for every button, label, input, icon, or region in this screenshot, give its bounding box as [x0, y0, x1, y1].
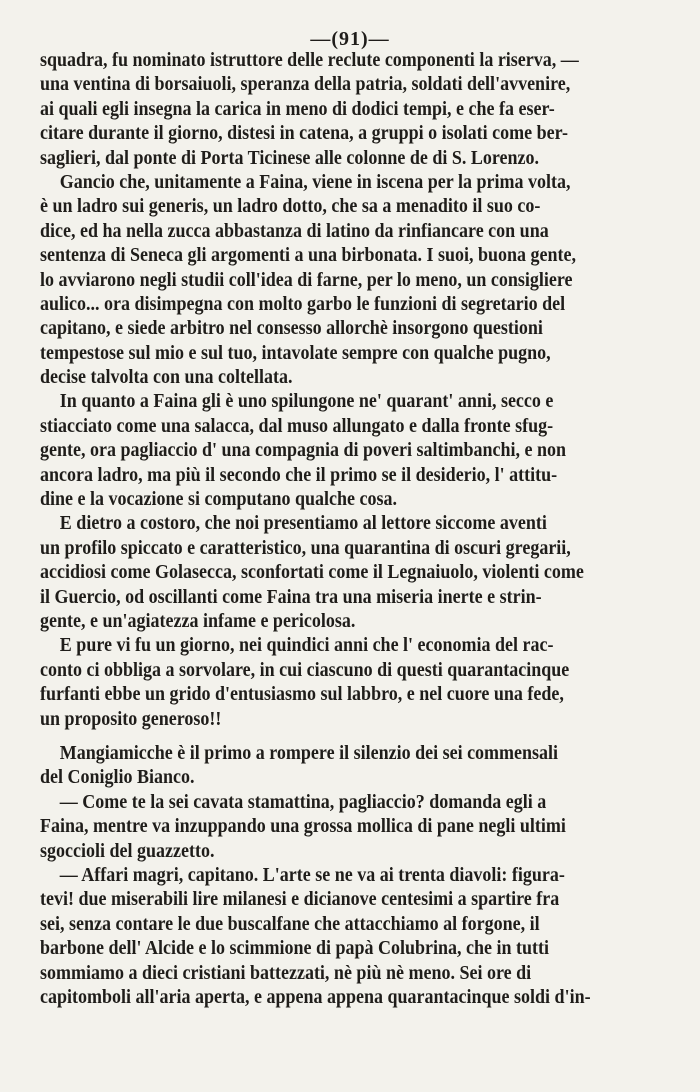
text-line: citare durante il giorno, distesi in catena, a gruppi o isolati come ber- [40, 122, 568, 145]
text-line: Gancio che, unitamente a Faina, viene in iscena per la prima volta, [59, 170, 571, 193]
text-line: squadra, fu nominato istruttore delle reclute componenti la riserva, — [40, 49, 579, 71]
text-block-1 [40, 48, 658, 731]
text-line: sei, senza contare le due buscalfane che attacchiamo al forgone, il [40, 912, 540, 935]
text-line: sommiamo a dieci cristiani battezzati, nè più nè meno. Sei ore di [40, 961, 532, 984]
text-line: Mangiamicche è il primo a rompere il silenzio dei sei commensali [59, 742, 559, 764]
text-line: una ventina di borsaiuoli, speranza della patria, soldati dell'avvenire, [40, 73, 571, 96]
text-line: gente, e un'agiatezza infame e pericolosa. [40, 609, 356, 632]
text-line: Faina, mentre va inzuppando una grossa mollica di pane negli ultimi [40, 815, 566, 838]
text-block-2 [40, 741, 658, 1009]
text-line: capitano, e siede arbitro nel consesso allorchè insorgono questioni [40, 317, 543, 340]
text-line: gente, ora pagliaccio d' una compagnia di poveri saltimbanchi, e non [40, 439, 567, 462]
text-line: E dietro a costoro, che noi presentiamo al lettore siccome aventi [59, 512, 547, 535]
text-line: un profilo spiccato e caratteristico, una quarantina di oscuri gregarii, [40, 536, 571, 559]
text-line: tevi! due miserabili lire milanesi e dicianove centesimi a spartire fra [40, 888, 560, 911]
text-line: aulico... ora disimpegna con molto garbo le funzioni di segretario del [40, 292, 566, 315]
text-line: conto ci obbliga a sorvolare, in cui ciascuno di questi quarantacinque [40, 658, 570, 681]
text-line: ai quali egli insegna la carica in meno di dodici tempi, e che fa eser- [40, 97, 555, 120]
text-line: ancora ladro, ma più il secondo che il primo se il desiderio, l' attitu- [40, 463, 558, 486]
text-line: saglieri, dal ponte di Porta Ticinese alle colonne de di S. Lorenzo. [40, 146, 540, 169]
text-line: In quanto a Faina gli è uno spilungone ne' quarant' anni, secco e [59, 390, 554, 413]
text-line: il Guercio, od oscillanti come Faina tra una miseria inerte e strin- [40, 585, 542, 608]
text-line: sgoccioli del guazzetto. [40, 839, 215, 862]
text-line: barbone dell' Alcide e lo scimmione di papà Colubrina, che in tutti [40, 937, 550, 960]
text-line: — Come te la sei cavata stamattina, pagliaccio? domanda egli a [59, 790, 547, 813]
text-line: furfanti ebbe un grido d'entusiasmo sul labbro, e nel cuore una fede, [40, 683, 564, 706]
page-number: —(91)— [310, 28, 390, 50]
text-line: è un ladro sui generis, un ladro dotto, che sa a menadito il suo co- [40, 195, 541, 218]
text-line: sentenza di Seneca gli argomenti a una birbonata. I suoi, buona gente, [40, 244, 577, 267]
text-line: — Affari magri, capitano. L'arte se ne va ai trenta diavoli: figura- [59, 863, 565, 886]
text-line: del Coniglio Bianco. [40, 766, 195, 789]
text-line: capitomboli all'aria aperta, e appena appena quarantacinque soldi d'in- [40, 985, 591, 1008]
text-line: dice, ed ha nella zucca abbastanza di latino da rinfiancare con una [40, 219, 549, 242]
text-line: E pure vi fu un giorno, nei quindici anni che l' economia del rac- [59, 634, 554, 657]
text-line: dine e la vocazione si computano qualche cosa. [40, 488, 398, 511]
text-line: decise talvolta con una coltellata. [40, 366, 293, 389]
text-line: tempestose sul mio e sul tuo, intavolate sempre con qualche pugno, [40, 341, 551, 364]
text-line: accidiosi come Golasecca, sconfortati come il Legnaiuolo, violenti come [40, 561, 584, 584]
text-line: lo avviarono negli studii coll'idea di farne, per lo meno, un consigliere [40, 268, 573, 291]
text-line: stiacciato come una salacca, dal muso allungato e dalla fronte sfug- [40, 414, 554, 437]
text-line: un proposito generoso!! [40, 707, 222, 730]
